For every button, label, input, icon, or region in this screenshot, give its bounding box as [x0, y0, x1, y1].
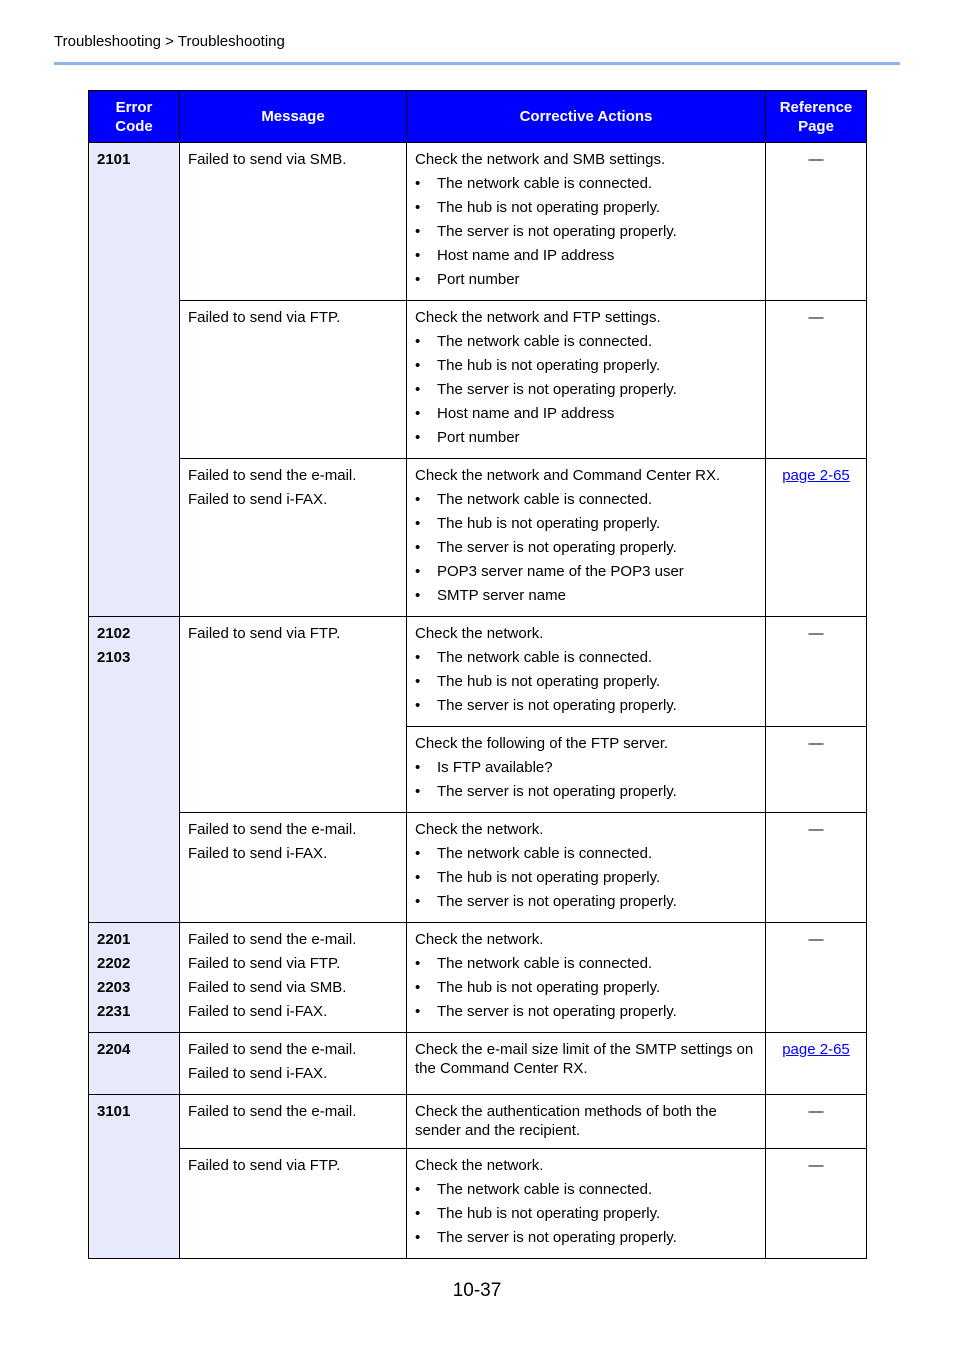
action-bullet: • The hub is not operating properly. [415, 866, 757, 890]
action-bullet: • The hub is not operating properly. [415, 1202, 757, 1226]
action-bullet: • The network cable is connected. [415, 172, 757, 196]
header-rule [54, 62, 900, 65]
reference-cell [766, 143, 867, 301]
reference-dash: — [808, 931, 824, 948]
action-bullet: • Host name and IP address [415, 402, 757, 426]
message-text: Failed to send i-FAX. [188, 1003, 328, 1020]
error-code: 2231 [97, 1003, 131, 1020]
error-code: 2102 [97, 625, 131, 642]
message-text: Failed to send i-FAX. [188, 491, 328, 508]
action-bullet: • The hub is not operating properly. [415, 354, 757, 378]
message-text: Failed to send i-FAX. [188, 845, 328, 862]
action-lead: Check the network and SMB settings. [415, 151, 666, 168]
message-text: Failed to send the e-mail. [188, 1041, 357, 1058]
action-bullet: • The hub is not operating properly. [415, 512, 757, 536]
corrective-actions-cell [407, 459, 766, 617]
message-cell [180, 813, 407, 923]
error-code: 3101 [97, 1103, 131, 1120]
reference-link[interactable]: page 2-65 [782, 467, 850, 484]
reference-cell [766, 1095, 867, 1149]
breadcrumb: Troubleshooting > Troubleshooting [54, 33, 285, 50]
table-row [89, 1149, 867, 1259]
reference-link[interactable]: page 2-65 [782, 1041, 850, 1058]
table-row [89, 813, 867, 923]
action-lead: Check the following of the FTP server. [415, 735, 669, 752]
reference-cell [766, 1149, 867, 1259]
message-text: Failed to send the e-mail. [188, 1103, 357, 1120]
error-code: 2101 [97, 151, 131, 168]
action-bullet: • Host name and IP address [415, 244, 757, 268]
table-row [89, 143, 867, 301]
header-error-code [89, 91, 180, 143]
action-bullet: • The server is not operating properly. [415, 220, 757, 244]
action-bullet: • The network cable is connected. [415, 1178, 757, 1202]
action-lead: Check the authentication methods of both the sender and the recipient. [415, 1103, 717, 1139]
action-bullet: • The network cable is connected. [415, 646, 757, 670]
action-bullet: • The network cable is connected. [415, 952, 757, 976]
action-bullet: • The server is not operating properly. [415, 780, 757, 804]
error-code: 2202 [97, 955, 131, 972]
header-message: Message [180, 91, 407, 143]
error-code: 2103 [97, 649, 131, 666]
message-cell [180, 143, 407, 301]
action-bullet: • The hub is not operating properly. [415, 670, 757, 694]
message-cell [180, 1095, 407, 1149]
message-cell [180, 459, 407, 617]
error-code-cell [89, 143, 180, 617]
reference-dash: — [808, 821, 824, 838]
corrective-actions-cell [407, 813, 766, 923]
header-reference-line-2: Page [798, 117, 834, 135]
table-row [89, 617, 867, 727]
message-text: Failed to send the e-mail. [188, 467, 357, 484]
action-lead: Check the network. [415, 821, 544, 838]
reference-cell [766, 617, 867, 727]
action-bullet: • Port number [415, 268, 757, 292]
corrective-actions-cell [407, 143, 766, 301]
reference-cell [766, 301, 867, 459]
message-text: Failed to send via FTP. [188, 309, 341, 326]
corrective-actions-cell [407, 301, 766, 459]
action-bullet: • The network cable is connected. [415, 488, 757, 512]
corrective-actions-cell [407, 1149, 766, 1259]
corrective-actions-cell [407, 727, 766, 813]
message-cell [180, 923, 407, 1033]
corrective-actions-cell [407, 923, 766, 1033]
action-bullet: • SMTP server name [415, 584, 757, 608]
reference-cell [766, 459, 867, 617]
action-bullet: • The server is not operating properly. [415, 536, 757, 560]
header-error-code-line-2: Code [115, 117, 153, 135]
corrective-actions-cell [407, 617, 766, 727]
error-code-cell [89, 923, 180, 1033]
action-bullet: • Is FTP available? [415, 756, 757, 780]
message-cell [180, 617, 407, 813]
table-body [89, 143, 867, 1259]
header-error-code-line-1: Error [115, 98, 153, 116]
reference-dash: — [808, 151, 824, 168]
reference-cell [766, 813, 867, 923]
action-lead: Check the e-mail size limit of the SMTP settings on the Command Center RX. [415, 1041, 754, 1077]
reference-dash: — [808, 309, 824, 326]
error-table [88, 90, 867, 1259]
table-header-row [89, 91, 867, 143]
action-bullet: • The hub is not operating properly. [415, 976, 757, 1000]
table-row [89, 1033, 867, 1095]
action-bullet: • The network cable is connected. [415, 842, 757, 866]
reference-cell [766, 923, 867, 1033]
corrective-actions-cell [407, 1033, 766, 1095]
action-bullet: • The server is not operating properly. [415, 1000, 757, 1024]
action-lead: Check the network. [415, 1157, 544, 1174]
message-text: Failed to send via SMB. [188, 979, 347, 996]
table-row [89, 923, 867, 1033]
message-text: Failed to send via FTP. [188, 1157, 341, 1174]
message-text: Failed to send the e-mail. [188, 931, 357, 948]
action-lead: Check the network and Command Center RX. [415, 467, 721, 484]
message-cell [180, 301, 407, 459]
action-lead: Check the network. [415, 931, 544, 948]
action-bullet: • The network cable is connected. [415, 330, 757, 354]
reference-dash: — [808, 735, 824, 752]
error-code: 2201 [97, 931, 131, 948]
message-text: Failed to send i-FAX. [188, 1065, 328, 1082]
message-text: Failed to send the e-mail. [188, 821, 357, 838]
error-code-cell [89, 617, 180, 923]
action-bullet: • The server is not operating properly. [415, 890, 757, 914]
error-code: 2204 [97, 1041, 131, 1058]
action-bullet: • The server is not operating properly. [415, 378, 757, 402]
action-bullet: • The server is not operating properly. [415, 1226, 757, 1250]
error-code-cell [89, 1095, 180, 1259]
error-code: 2203 [97, 979, 131, 996]
table-row [89, 1095, 867, 1149]
action-bullet: • POP3 server name of the POP3 user [415, 560, 757, 584]
message-cell [180, 1033, 407, 1095]
header-corrective-actions: Corrective Actions [407, 91, 766, 143]
corrective-actions-cell [407, 1095, 766, 1149]
reference-dash: — [808, 1103, 824, 1120]
message-cell [180, 1149, 407, 1259]
header-reference-page [766, 91, 867, 143]
header-reference-line-1: Reference [779, 98, 853, 116]
page-number: 10-37 [452, 1280, 502, 1301]
table-row [89, 301, 867, 459]
action-bullet: • Port number [415, 426, 757, 450]
reference-dash: — [808, 625, 824, 642]
action-bullet: • The hub is not operating properly. [415, 196, 757, 220]
action-lead: Check the network and FTP settings. [415, 309, 661, 326]
reference-dash: — [808, 1157, 824, 1174]
message-text: Failed to send via FTP. [188, 955, 341, 972]
message-text: Failed to send via SMB. [188, 151, 347, 168]
error-code-cell [89, 1033, 180, 1095]
action-lead: Check the network. [415, 625, 544, 642]
message-text: Failed to send via FTP. [188, 625, 341, 642]
reference-cell [766, 1033, 867, 1095]
reference-cell [766, 727, 867, 813]
table-row [89, 459, 867, 617]
action-bullet: • The server is not operating properly. [415, 694, 757, 718]
